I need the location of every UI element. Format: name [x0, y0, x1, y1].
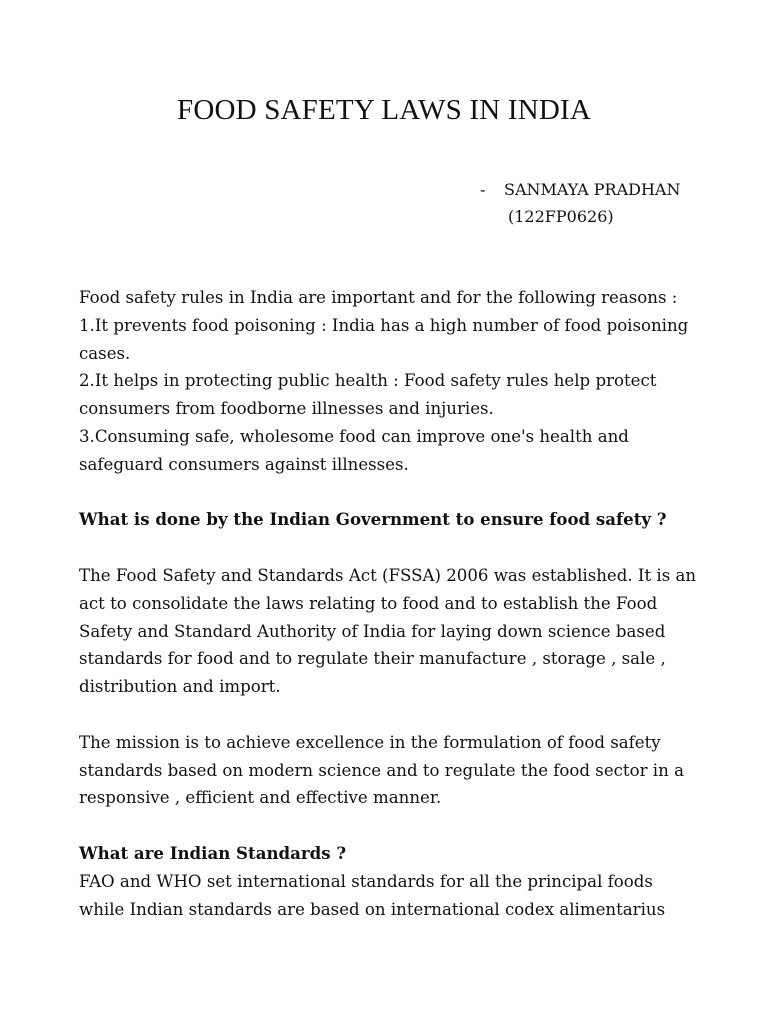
government-paragraph-2: The mission is to achieve excellence in the formulation of food safety standards based on modern science and to regulate the food sector in a responsive , efficient and effective manner.: [79, 732, 684, 808]
standards-heading: What are Indian Standards ?: [79, 842, 347, 863]
intro-lead: Food safety rules in India are important and for the following reasons :: [79, 288, 678, 307]
government-paragraph-1: The Food Safety and Standards Act (FSSA) 2006 was established. It is an act to consolidate the laws relating to food and to establish the Food Safety and Standard Authority of India for laying down science based standards for food and to regulate their manufacture , storage , sale , distribution and import.: [79, 565, 697, 697]
document-title: FOOD SAFETY LAWS IN INDIA: [176, 94, 592, 126]
spacer: [79, 479, 699, 507]
spacer: [79, 701, 699, 729]
author-block: [480, 176, 680, 230]
intro-point-1: 1.It prevents food poisoning : India has a high number of food poisoning cases.: [79, 315, 689, 363]
author-id: (122FP0626): [508, 207, 614, 226]
intro-point-3: 3.Consuming safe, wholesome food can improve one's health and safeguard consumers against illnesses.: [79, 426, 629, 474]
government-heading: What is done by the Indian Government to ensure food safety ?: [79, 509, 667, 530]
author-dash: -: [480, 180, 486, 199]
document-body: [79, 284, 699, 923]
spacer: [79, 534, 699, 562]
standards-paragraph-1: FAO and WHO set international standards for all the principal foods while Indian standards are based on international codex alimentarius: [79, 871, 666, 919]
spacer: [79, 812, 699, 840]
intro-point-2: 2.It helps in protecting public health : Food safety rules help protect consumers from foodborne illnesses and injuries.: [79, 371, 657, 419]
author-name: SANMAYA PRADHAN: [504, 180, 681, 199]
